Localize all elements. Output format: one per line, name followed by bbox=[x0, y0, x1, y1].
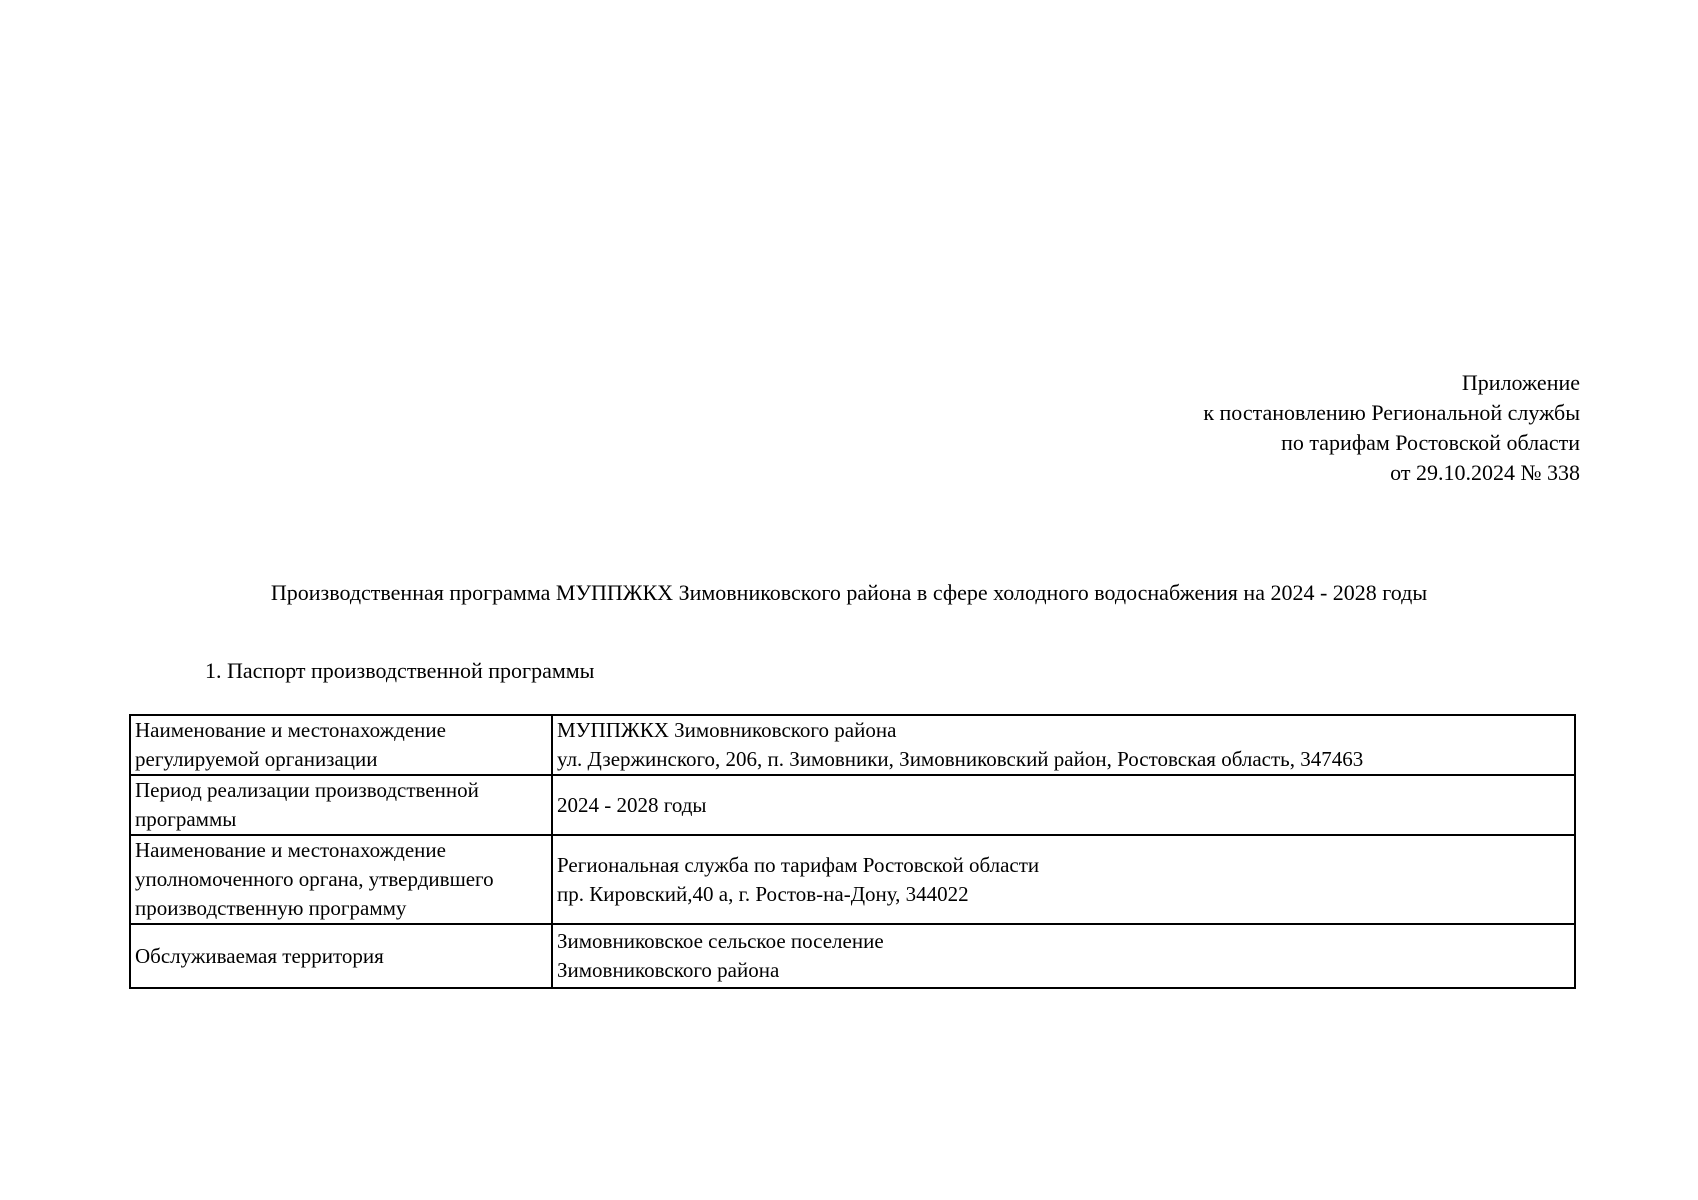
table-row bbox=[130, 835, 1575, 924]
row-label: Период реализации производственной программы bbox=[135, 778, 479, 831]
row-value-cell bbox=[552, 715, 1575, 775]
appendix-line-4: от 29.10.2024 № 338 bbox=[1390, 460, 1580, 485]
document-title: Производственная программа МУППЖКХ Зимовниковского района в сфере холодного водоснабжения на 2024 - 2028 годы bbox=[270, 580, 1428, 605]
section-heading: 1. Паспорт производственной программы bbox=[205, 658, 595, 683]
row-value-line: МУППЖКХ Зимовниковского района bbox=[557, 718, 897, 742]
row-label: Обслуживаемая территория bbox=[135, 943, 384, 968]
appendix-line-1: Приложение bbox=[1461, 370, 1580, 395]
table-row bbox=[130, 775, 1575, 835]
row-value-line: Региональная служба по тарифам Ростовской области bbox=[557, 852, 1040, 877]
table-row bbox=[130, 924, 1575, 988]
row-label: Наименование и местонахождение регулируемой организации bbox=[135, 718, 446, 771]
row-value-line: Зимовниковское сельское поселение bbox=[557, 929, 884, 953]
row-label-cell bbox=[130, 775, 552, 835]
row-value-cell bbox=[552, 775, 1575, 835]
row-value-line: 2024 - 2028 годы bbox=[557, 792, 707, 817]
row-label: Наименование и местонахождение уполномоченного органа, утвердившего производственную программу bbox=[135, 838, 494, 920]
appendix-block bbox=[1203, 368, 1580, 488]
row-value-line: ул. Дзержинского, 206, п. Зимовники, Зимовниковский район, Ростовская область, 347463 bbox=[557, 747, 1364, 771]
appendix-line-3: по тарифам Ростовской области bbox=[1281, 430, 1580, 455]
appendix-line-2: к постановлению Региональной службы bbox=[1203, 400, 1580, 425]
row-value-line: Зимовниковского района bbox=[557, 958, 780, 982]
row-value-cell bbox=[552, 924, 1575, 988]
passport-table bbox=[129, 714, 1576, 989]
row-value-line: пр. Кировский,40 а, г. Ростов-на-Дону, 344022 bbox=[557, 881, 969, 906]
row-value-cell bbox=[552, 835, 1575, 924]
row-label-cell bbox=[130, 835, 552, 924]
table-row bbox=[130, 715, 1575, 775]
row-label-cell bbox=[130, 715, 552, 775]
row-label-cell bbox=[130, 924, 552, 988]
